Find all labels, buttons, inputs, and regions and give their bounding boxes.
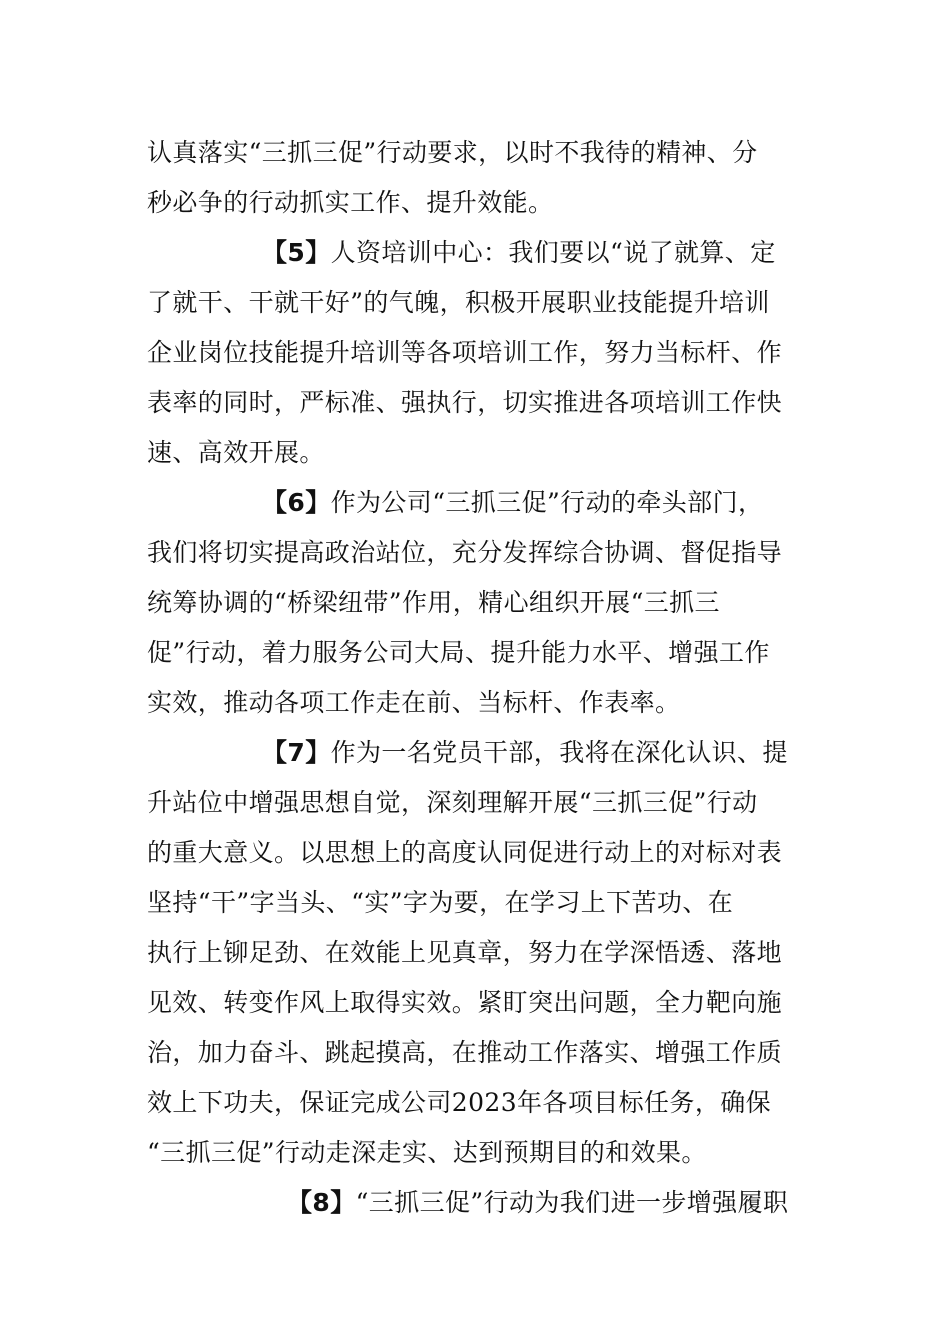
paragraph-line: 我们将切实提高政治站位，充分发挥综合协调、督促指导: [147, 538, 783, 567]
paragraph-line: 速、高效开展。: [147, 438, 325, 467]
paragraph-line: 效上下功夫，保证完成公司2023年各项目标任务，确保: [147, 1088, 772, 1117]
paragraph-line: 治，加力奋斗、跳起摸高，在推动工作落实、增强工作质: [147, 1038, 783, 1067]
paragraph-line: 升站位中增强思想自觉，深刻理解开展“三抓三促”行动: [147, 788, 758, 817]
paragraph-line: 了就干、干就干好”的气魄，积极开展职业技能提升培训: [147, 288, 770, 317]
paragraph-7-first-line: [262, 738, 942, 768]
paragraph-6-first-line: [262, 488, 942, 518]
paragraph-line: 秒必争的行动抓实工作、提升效能。: [147, 188, 554, 217]
paragraph-5-first-line: [262, 238, 942, 268]
paragraph-text: 作为一名党员干部，我将在深化认识、提: [330, 738, 788, 767]
paragraph-marker: 【8】: [287, 1188, 356, 1217]
paragraph-marker: 【6】: [262, 488, 331, 517]
paragraph-text: “三抓三促”行动为我们进一步增强履职: [355, 1188, 789, 1217]
paragraph-line: 的重大意义。以思想上的高度认同促进行动上的对标对表: [147, 838, 783, 867]
paragraph-line: 认真落实“三抓三促”行动要求，以时不我待的精神、分: [147, 138, 758, 167]
paragraph-marker: 【7】: [262, 738, 331, 767]
paragraph-line: 企业岗位技能提升培训等各项培训工作，努力当标杆、作: [147, 338, 783, 367]
paragraph-line: 坚持“干”字当头、“实”字为要，在学习上下苦功、在: [147, 888, 734, 917]
paragraph-text: 作为公司“三抓三促”行动的牵头部门，: [330, 488, 764, 517]
paragraph-line: 实效，推动各项工作走在前、当标杆、作表率。: [147, 688, 681, 717]
paragraph-line: 表率的同时，严标准、强执行，切实推进各项培训工作快: [147, 388, 783, 417]
paragraph-line: “三抓三促”行动走深走实、达到预期目的和效果。: [147, 1138, 707, 1167]
paragraph-marker: 【5】: [262, 238, 331, 267]
paragraph-line: 促”行动，着力服务公司大局、提升能力水平、增强工作: [147, 638, 770, 667]
paragraph-text: 人资培训中心：我们要以“说了就算、定: [330, 238, 776, 267]
paragraph-line: 统筹协调的“桥梁纽带”作用，精心组织开展“三抓三: [147, 588, 720, 617]
paragraph-line: 见效、转变作风上取得实效。紧盯突出问题，全力靶向施: [147, 988, 783, 1017]
paragraph-8-first-line: [287, 1188, 950, 1218]
paragraph-line: 执行上铆足劲、在效能上见真章，努力在学深悟透、落地: [147, 938, 783, 967]
